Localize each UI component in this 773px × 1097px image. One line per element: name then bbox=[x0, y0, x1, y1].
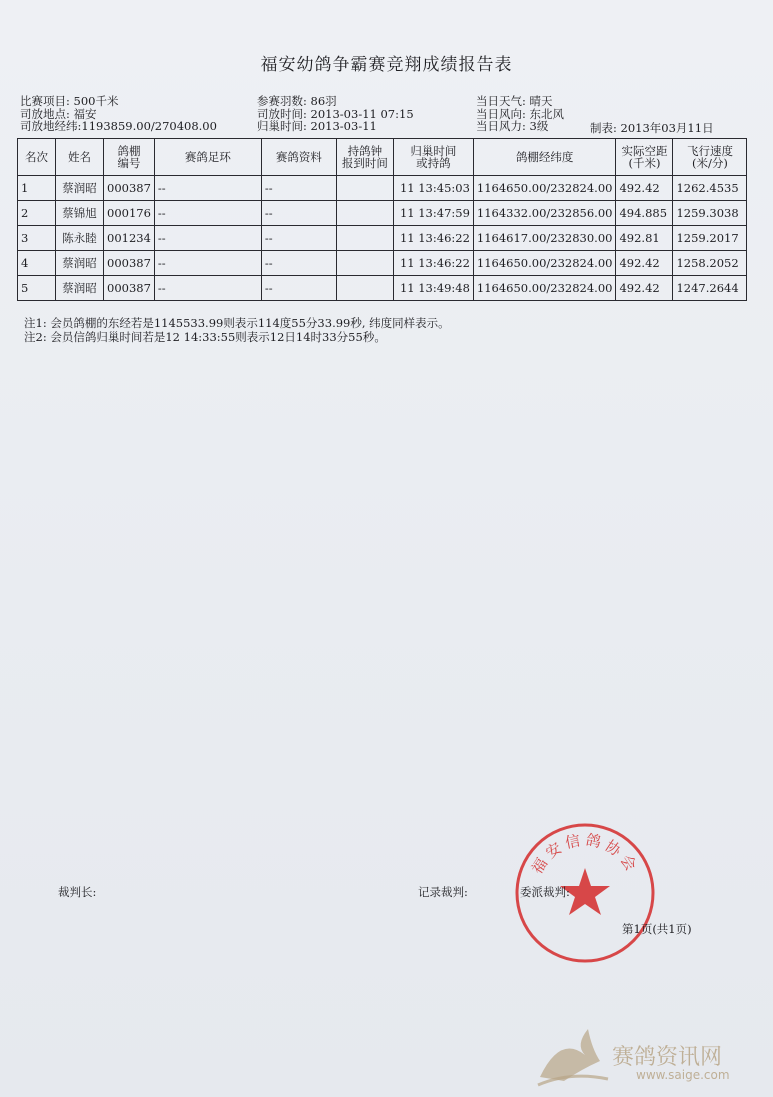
return-time: 归巢时间: 2013-03-11 bbox=[257, 119, 377, 133]
release-coords: 司放地经纬:1193859.00/270408.00 bbox=[20, 119, 217, 133]
header-return-time: 归巢时间 或持鸽 bbox=[393, 139, 473, 176]
release-time: 司放时间: 2013-03-11 07:15 bbox=[257, 106, 414, 121]
header-ring: 赛鸽足环 bbox=[154, 139, 261, 176]
cell-clock-time bbox=[336, 201, 393, 226]
entry-count: 参赛羽数: 86羽 bbox=[257, 94, 337, 108]
cell-coords: 1164650.00/232824.00 bbox=[473, 276, 616, 301]
header-loft-id: 鸽棚 编号 bbox=[104, 139, 155, 176]
cell-pigeon-info: -- bbox=[261, 176, 336, 201]
cell-ring: -- bbox=[154, 276, 261, 301]
note-2: 注2: 会员信鸽归巢时间若是12 14:33:55则表示12日14时33分55秒。 bbox=[24, 330, 386, 344]
table-row bbox=[18, 176, 747, 201]
cell-return-time: 11 13:45:03 bbox=[393, 176, 473, 201]
header-rank: 名次 bbox=[18, 139, 56, 176]
cell-ring: -- bbox=[154, 251, 261, 276]
cell-pigeon-info: -- bbox=[261, 276, 336, 301]
header-pigeon-info: 赛鸽资料 bbox=[261, 139, 336, 176]
cell-loft-id: 001234 bbox=[104, 226, 155, 251]
cell-return-time: 11 13:47:59 bbox=[393, 201, 473, 226]
cell-clock-time bbox=[336, 176, 393, 201]
watermark-name: 赛鸽资讯网 bbox=[612, 1045, 723, 1070]
wind-direction: 当日风向: 东北风 bbox=[476, 106, 565, 121]
cell-speed: 1258.2052 bbox=[673, 251, 747, 276]
cell-loft-id: 000387 bbox=[104, 251, 155, 276]
page-number: 第1页(共1页) bbox=[622, 922, 692, 936]
table-row bbox=[18, 201, 747, 226]
header-distance: 实际空距 (千米) bbox=[616, 139, 673, 176]
cell-coords: 1164332.00/232856.00 bbox=[473, 201, 616, 226]
header-name: 姓名 bbox=[56, 139, 104, 176]
cell-name: 蔡润昭 bbox=[56, 276, 104, 301]
cell-distance: 492.42 bbox=[616, 176, 673, 201]
cell-coords: 1164650.00/232824.00 bbox=[473, 251, 616, 276]
results-table bbox=[17, 138, 747, 301]
cell-loft-id: 000387 bbox=[104, 176, 155, 201]
info-right bbox=[476, 95, 564, 133]
cell-ring: -- bbox=[154, 226, 261, 251]
cell-speed: 1259.3038 bbox=[673, 201, 747, 226]
cell-rank: 2 bbox=[18, 201, 56, 226]
cell-distance: 492.42 bbox=[616, 251, 673, 276]
cell-distance: 492.81 bbox=[616, 226, 673, 251]
header-coords: 鸽棚经纬度 bbox=[473, 139, 616, 176]
cell-clock-time bbox=[336, 276, 393, 301]
cell-clock-time bbox=[336, 226, 393, 251]
cell-loft-id: 000387 bbox=[104, 276, 155, 301]
table-row bbox=[18, 251, 747, 276]
cell-name: 陈永睦 bbox=[56, 226, 104, 251]
note-1: 注1: 会员鸽棚的东经若是1145533.99则表示114度55分33.99秒, 纬度同样表示。 bbox=[24, 316, 450, 330]
stamp-text: 福安信鸽协会 bbox=[527, 830, 643, 878]
cell-return-time: 11 13:46:22 bbox=[393, 251, 473, 276]
header-speed: 飞行速度 (米/分) bbox=[673, 139, 747, 176]
cell-ring: -- bbox=[154, 176, 261, 201]
race-item: 比赛项目: 500千米 bbox=[20, 94, 119, 108]
wind-force: 当日风力: 3级 bbox=[476, 119, 549, 133]
cell-loft-id: 000176 bbox=[104, 201, 155, 226]
recording-referee-label: 记录裁判: bbox=[418, 885, 468, 899]
cell-rank: 4 bbox=[18, 251, 56, 276]
cell-coords: 1164650.00/232824.00 bbox=[473, 176, 616, 201]
cell-rank: 5 bbox=[18, 276, 56, 301]
release-place: 司放地点: 福安 bbox=[20, 106, 97, 121]
cell-clock-time bbox=[336, 251, 393, 276]
chief-referee-label: 裁判长: bbox=[58, 885, 97, 899]
weather: 当日天气: 晴天 bbox=[476, 94, 553, 108]
watermark-url: www.saige.com bbox=[636, 1068, 730, 1082]
cell-pigeon-info: -- bbox=[261, 201, 336, 226]
header-clock-time: 持鸽钟 报到时间 bbox=[336, 139, 393, 176]
cell-return-time: 11 13:49:48 bbox=[393, 276, 473, 301]
made-date: 制表: 2013年03月11日 bbox=[590, 121, 714, 135]
cell-coords: 1164617.00/232830.00 bbox=[473, 226, 616, 251]
cell-name: 蔡锦旭 bbox=[56, 201, 104, 226]
cell-pigeon-info: -- bbox=[261, 251, 336, 276]
cell-name: 蔡润昭 bbox=[56, 251, 104, 276]
cell-return-time: 11 13:46:22 bbox=[393, 226, 473, 251]
cell-speed: 1247.2644 bbox=[673, 276, 747, 301]
cell-rank: 1 bbox=[18, 176, 56, 201]
table-row bbox=[18, 226, 747, 251]
report-title: 福安幼鸽争霸赛竞翔成绩报告表 bbox=[260, 55, 513, 75]
cell-speed: 1262.4535 bbox=[673, 176, 747, 201]
cell-name: 蔡润昭 bbox=[56, 176, 104, 201]
info-left bbox=[20, 95, 217, 133]
info-mid bbox=[257, 95, 414, 133]
cell-distance: 494.885 bbox=[616, 201, 673, 226]
cell-distance: 492.42 bbox=[616, 276, 673, 301]
assigned-referee-label: 委派裁判: bbox=[520, 885, 570, 899]
table-row bbox=[18, 276, 747, 301]
cell-pigeon-info: -- bbox=[261, 226, 336, 251]
cell-speed: 1259.2017 bbox=[673, 226, 747, 251]
table-header-row bbox=[18, 139, 747, 176]
cell-rank: 3 bbox=[18, 226, 56, 251]
cell-ring: -- bbox=[154, 201, 261, 226]
